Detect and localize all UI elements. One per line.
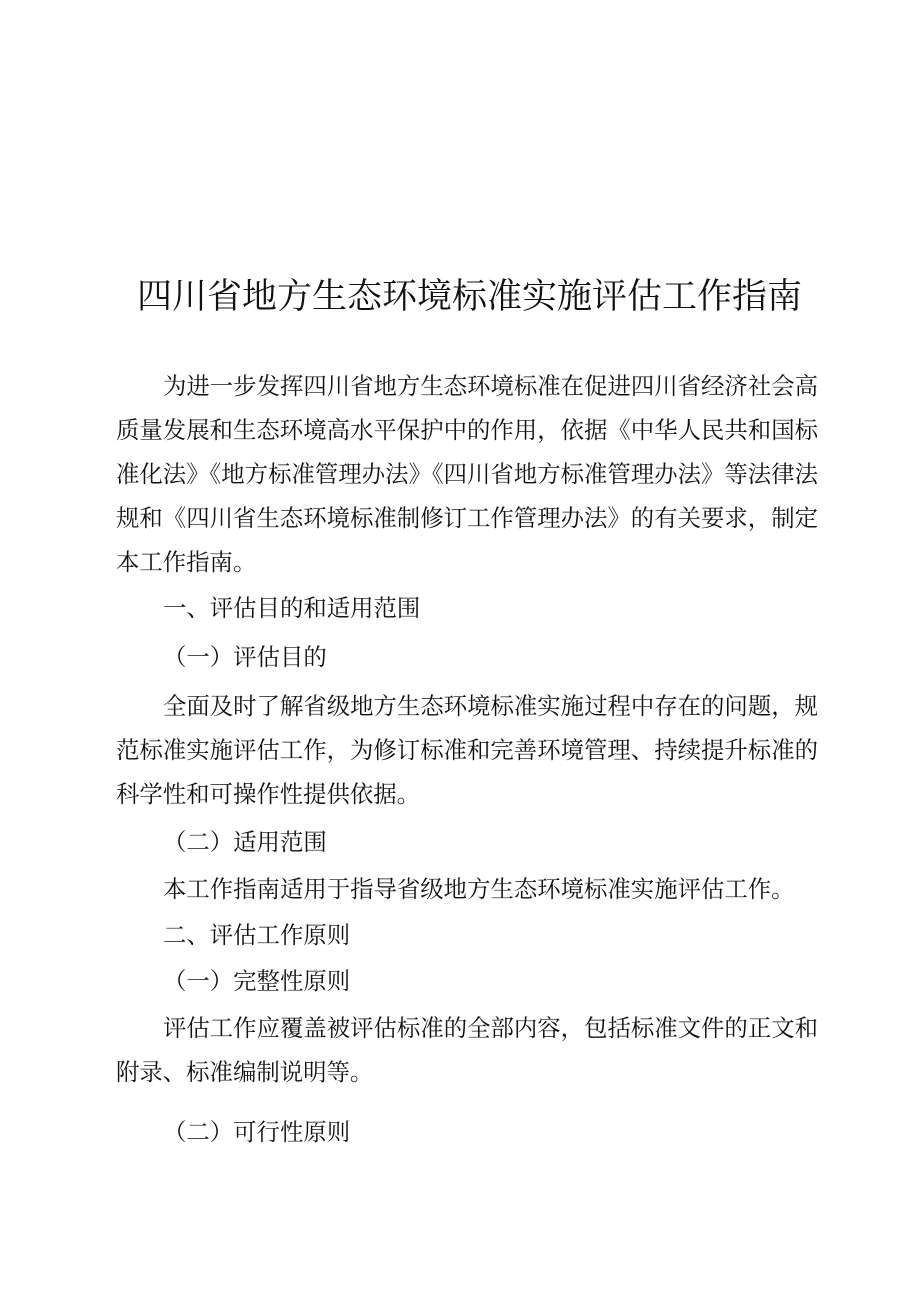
- section-1-sub-1-heading: （一）评估目的: [163, 643, 327, 671]
- section-1-sub-2-text: 本工作指南适用于指导省级地方生态环境标准实施评估工作。: [163, 875, 795, 903]
- section-2-heading: 二、评估工作原则: [163, 921, 351, 949]
- section-2-sub-2-heading: （二）可行性原则: [163, 1118, 351, 1146]
- section-1-sub-1-block: [116, 684, 818, 816]
- section-1-heading: 一、评估目的和适用范围: [163, 594, 421, 622]
- section-2-sub-1-block: [116, 1006, 818, 1094]
- document-title: 四川省地方生态环境标准实施评估工作指南: [137, 277, 803, 317]
- section-1-sub-2-heading: （二）适用范围: [163, 828, 327, 856]
- section-2-sub-1-heading: （一）完整性原则: [163, 967, 351, 995]
- intro-paragraph-block: [116, 364, 818, 584]
- section-1-sub-1-text: 全面及时了解省级地方生态环境标准实施过程中存在的问题，规范标准实施评估工作，为修订标准和完善环境管理、持续提升标准的科学性和可操作性提供依据。: [116, 692, 818, 808]
- section-2-sub-1-text: 评估工作应覆盖被评估标准的全部内容，包括标准文件的正文和附录、标准编制说明等。: [116, 1014, 818, 1086]
- intro-paragraph: 为进一步发挥四川省地方生态环境标准在促进四川省经济社会高质量发展和生态环境高水平保护中的作用，依据《中华人民共和国标准化法》《地方标准管理办法》《四川省地方标准管理办法》等法律法规和《四川省生态环境标准制修订工作管理办法》的有关要求，制定本工作指南。: [116, 372, 818, 576]
